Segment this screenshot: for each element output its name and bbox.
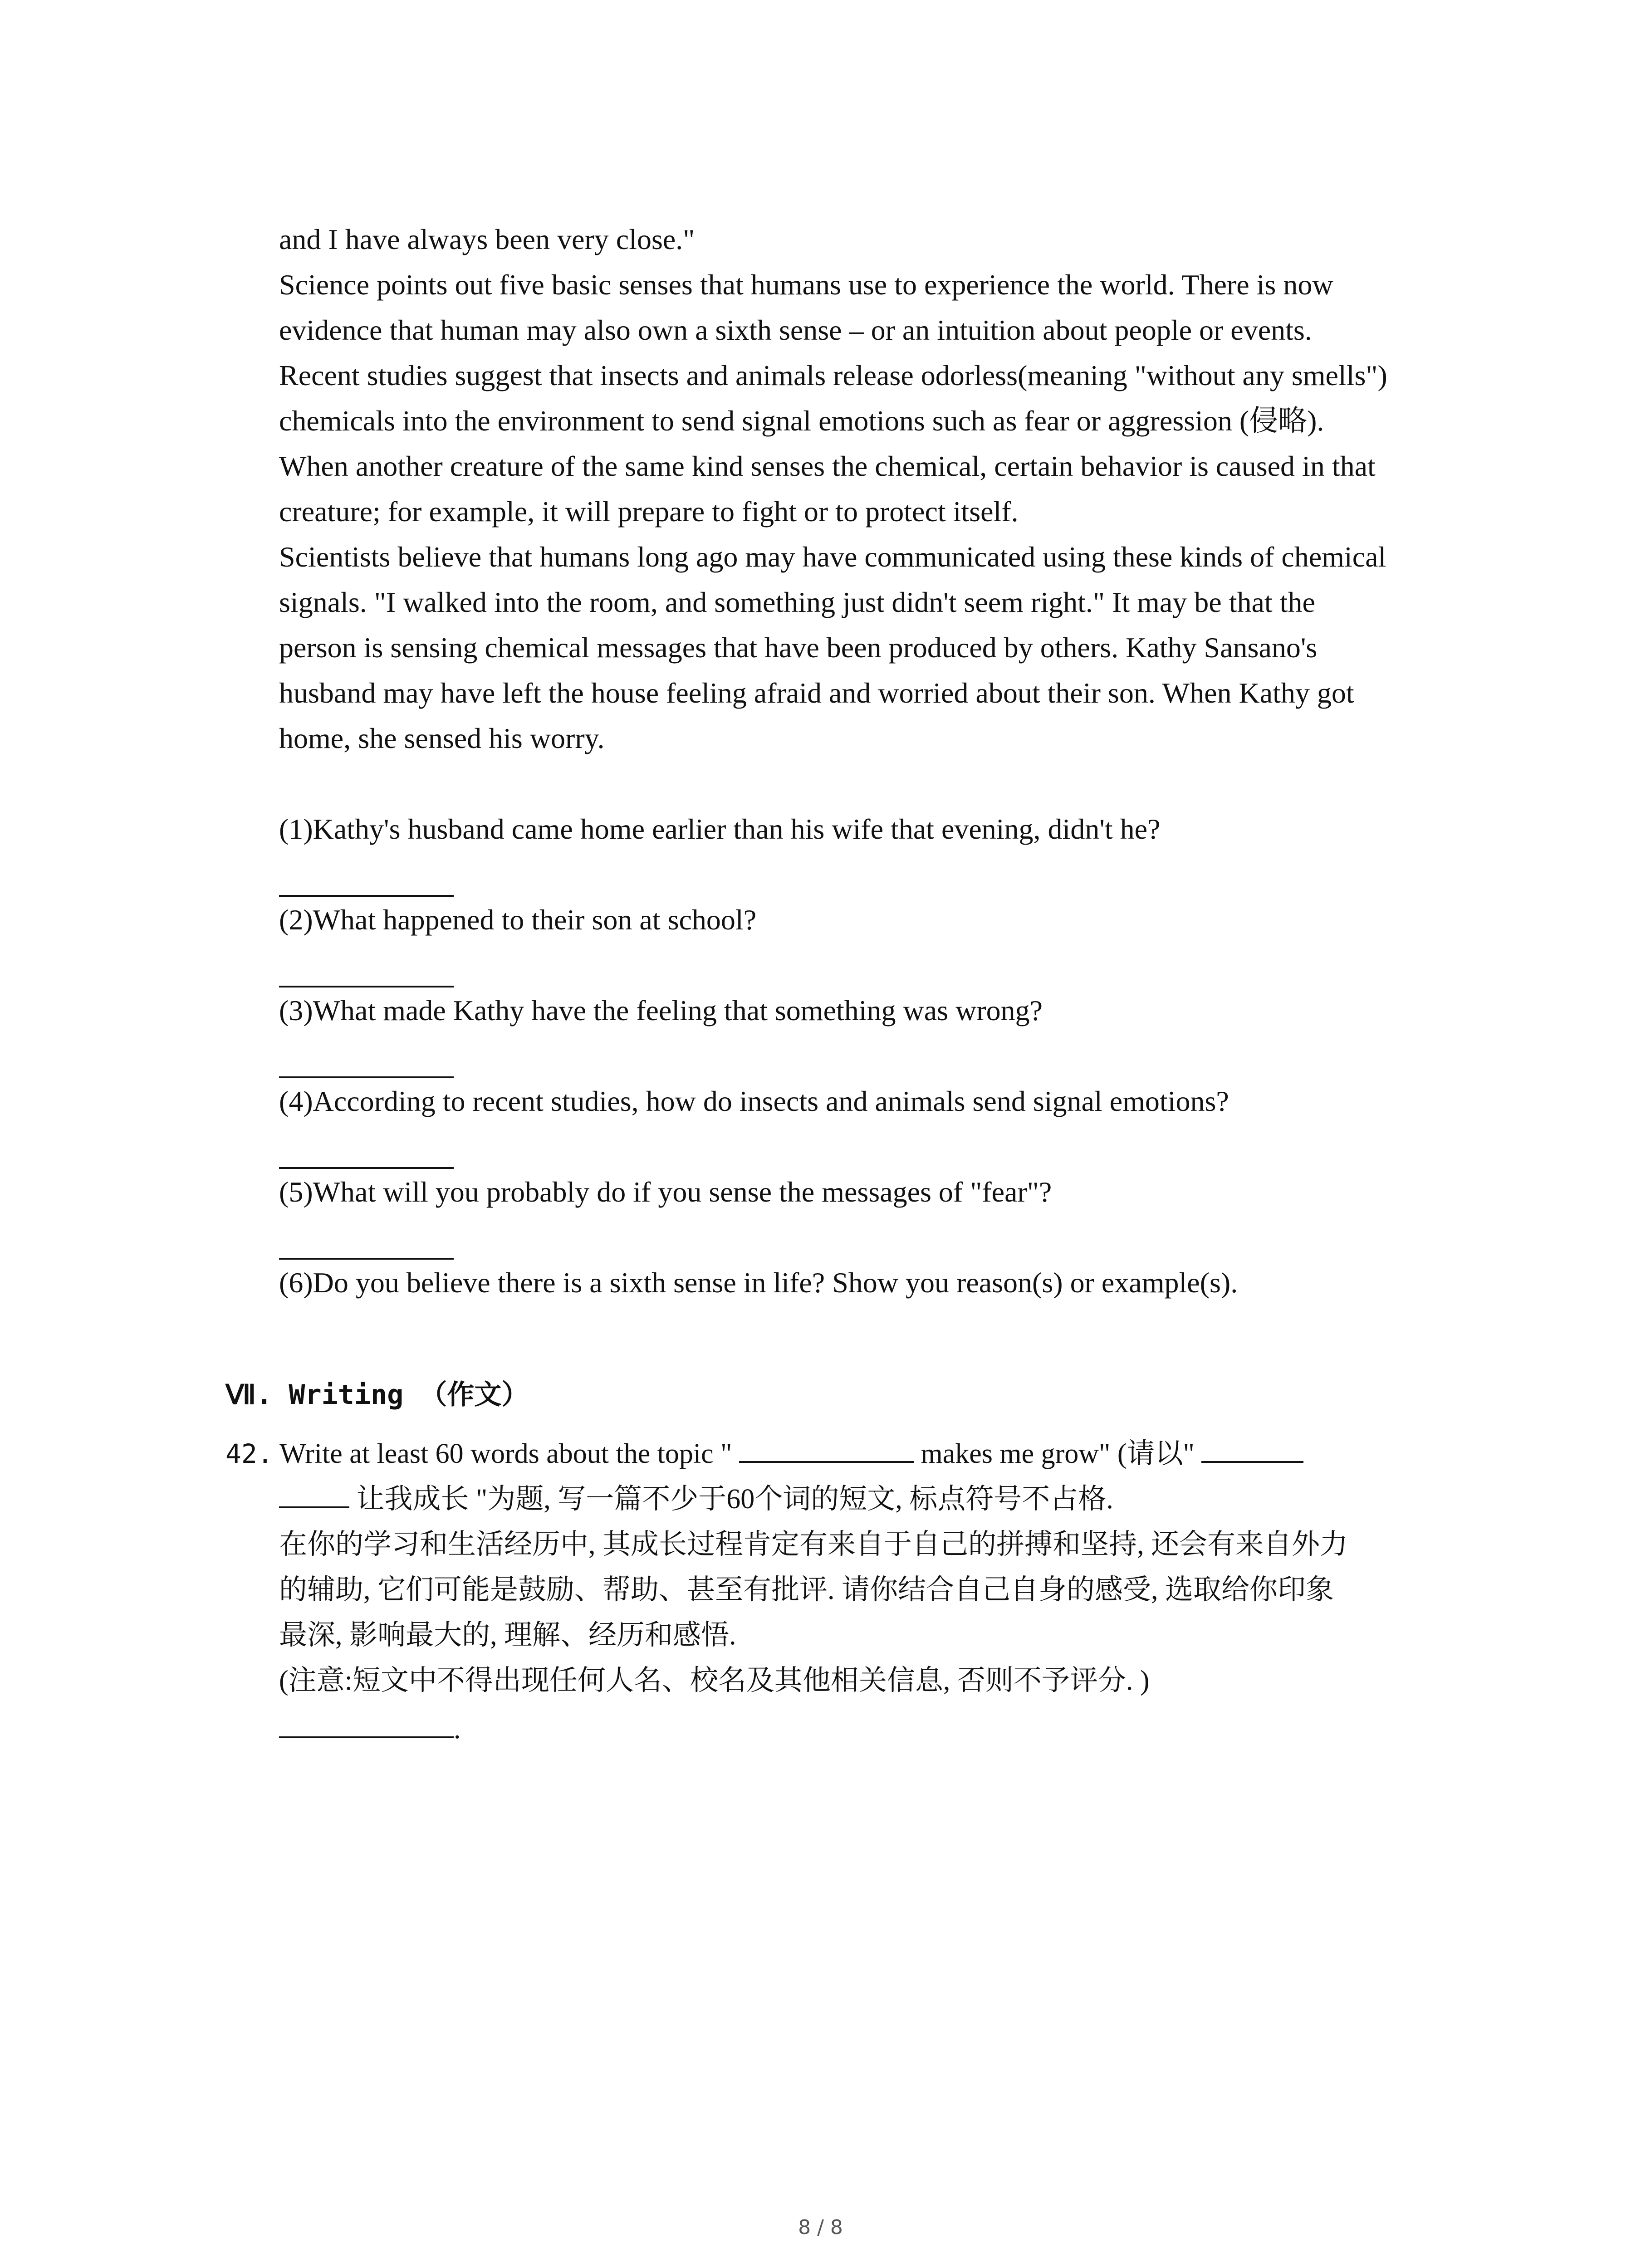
topic-blank-cn[interactable]: [1201, 1434, 1303, 1463]
answer-blank-4[interactable]: [279, 1167, 454, 1169]
question-4: (4)According to recent studies, how do insects and animals send signal emotions?: [279, 1085, 1229, 1117]
end-mark: .: [454, 1714, 461, 1745]
writing-prompt-text: 让我成长 "为题, 写一篇不少于60个词的短文, 标点符号不占格.: [349, 1484, 1113, 1515]
essay-answer-blank[interactable]: [279, 1709, 454, 1738]
answer-blank-3[interactable]: [279, 1076, 454, 1078]
passage-line: Recent studies suggest that insects and animals release odorless(meaning "without any smells"): [279, 359, 1387, 391]
writing-instruction-line: 在你的学习和生活经历中, 其成长过程肯定有来自于自己的拼搏和坚持, 还会有来自外力: [279, 1529, 1348, 1560]
question-number: 42.: [225, 1438, 273, 1469]
writing-note: (注意:短文中不得出现任何人名、校名及其他相关信息, 否则不予评分. ): [279, 1665, 1150, 1696]
page-number: 8 / 8: [798, 2216, 843, 2239]
answer-blank-5[interactable]: [279, 1258, 454, 1260]
passage-line: When another creature of the same kind senses the chemical, certain behavior is caused in that: [279, 450, 1376, 482]
passage-line: creature; for example, it will prepare to fight or to protect itself.: [279, 495, 1019, 528]
passage-line: Scientists believe that humans long ago may have communicated using these kinds of chemical: [279, 541, 1386, 573]
passage-line: chemicals into the environment to send signal emotions such as fear or aggression (侵略).: [279, 405, 1324, 437]
question-2: (2)What happened to their son at school?: [279, 904, 757, 936]
question-6: (6)Do you believe there is a sixth sense in life? Show you reason(s) or example(s).: [279, 1266, 1238, 1299]
answer-blank-2[interactable]: [279, 986, 454, 987]
writing-instruction-line: 最深, 影响最大的, 理解、经历和感悟.: [279, 1620, 736, 1651]
writing-instruction-line: 的辅助, 它们可能是鼓励、帮助、甚至有批评. 请你结合自己自身的感受, 选取给你印象: [279, 1574, 1334, 1605]
passage-line: Science points out five basic senses that humans use to experience the world. There is now: [279, 269, 1333, 301]
writing-prompt-line-1: [225, 1431, 1303, 1476]
answer-blank-1[interactable]: [279, 895, 454, 897]
passage-line: signals. "I walked into the room, and something just didn't seem right." It may be that the: [279, 586, 1315, 618]
essay-answer-line: [279, 1706, 461, 1752]
topic-blank[interactable]: [739, 1434, 914, 1463]
passage-line: evidence that human may also own a sixth sense – or an intuition about people or events.: [279, 314, 1312, 346]
section-title-writing: Ⅶ. Writing （作文）: [225, 1379, 529, 1411]
passage-line: home, she sensed his worry.: [279, 722, 605, 754]
passage-line: and I have always been very close.": [279, 223, 695, 255]
topic-blank-cn-continued[interactable]: [279, 1479, 349, 1508]
passage-line: husband may have left the house feeling afraid and worried about their son. When Kathy got: [279, 677, 1354, 709]
writing-prompt-line-2: [279, 1476, 1113, 1522]
passage-line: person is sensing chemical messages that have been produced by others. Kathy Sansano's: [279, 631, 1318, 664]
question-5: (5)What will you probably do if you sense the messages of "fear"?: [279, 1176, 1052, 1208]
writing-prompt-text: makes me grow" (请以": [913, 1438, 1202, 1469]
writing-prompt-text: Write at least 60 words about the topic ": [279, 1438, 739, 1469]
question-3: (3)What made Kathy have the feeling that something was wrong?: [279, 994, 1043, 1026]
question-1: (1)Kathy's husband came home earlier than his wife that evening, didn't he?: [279, 813, 1161, 845]
